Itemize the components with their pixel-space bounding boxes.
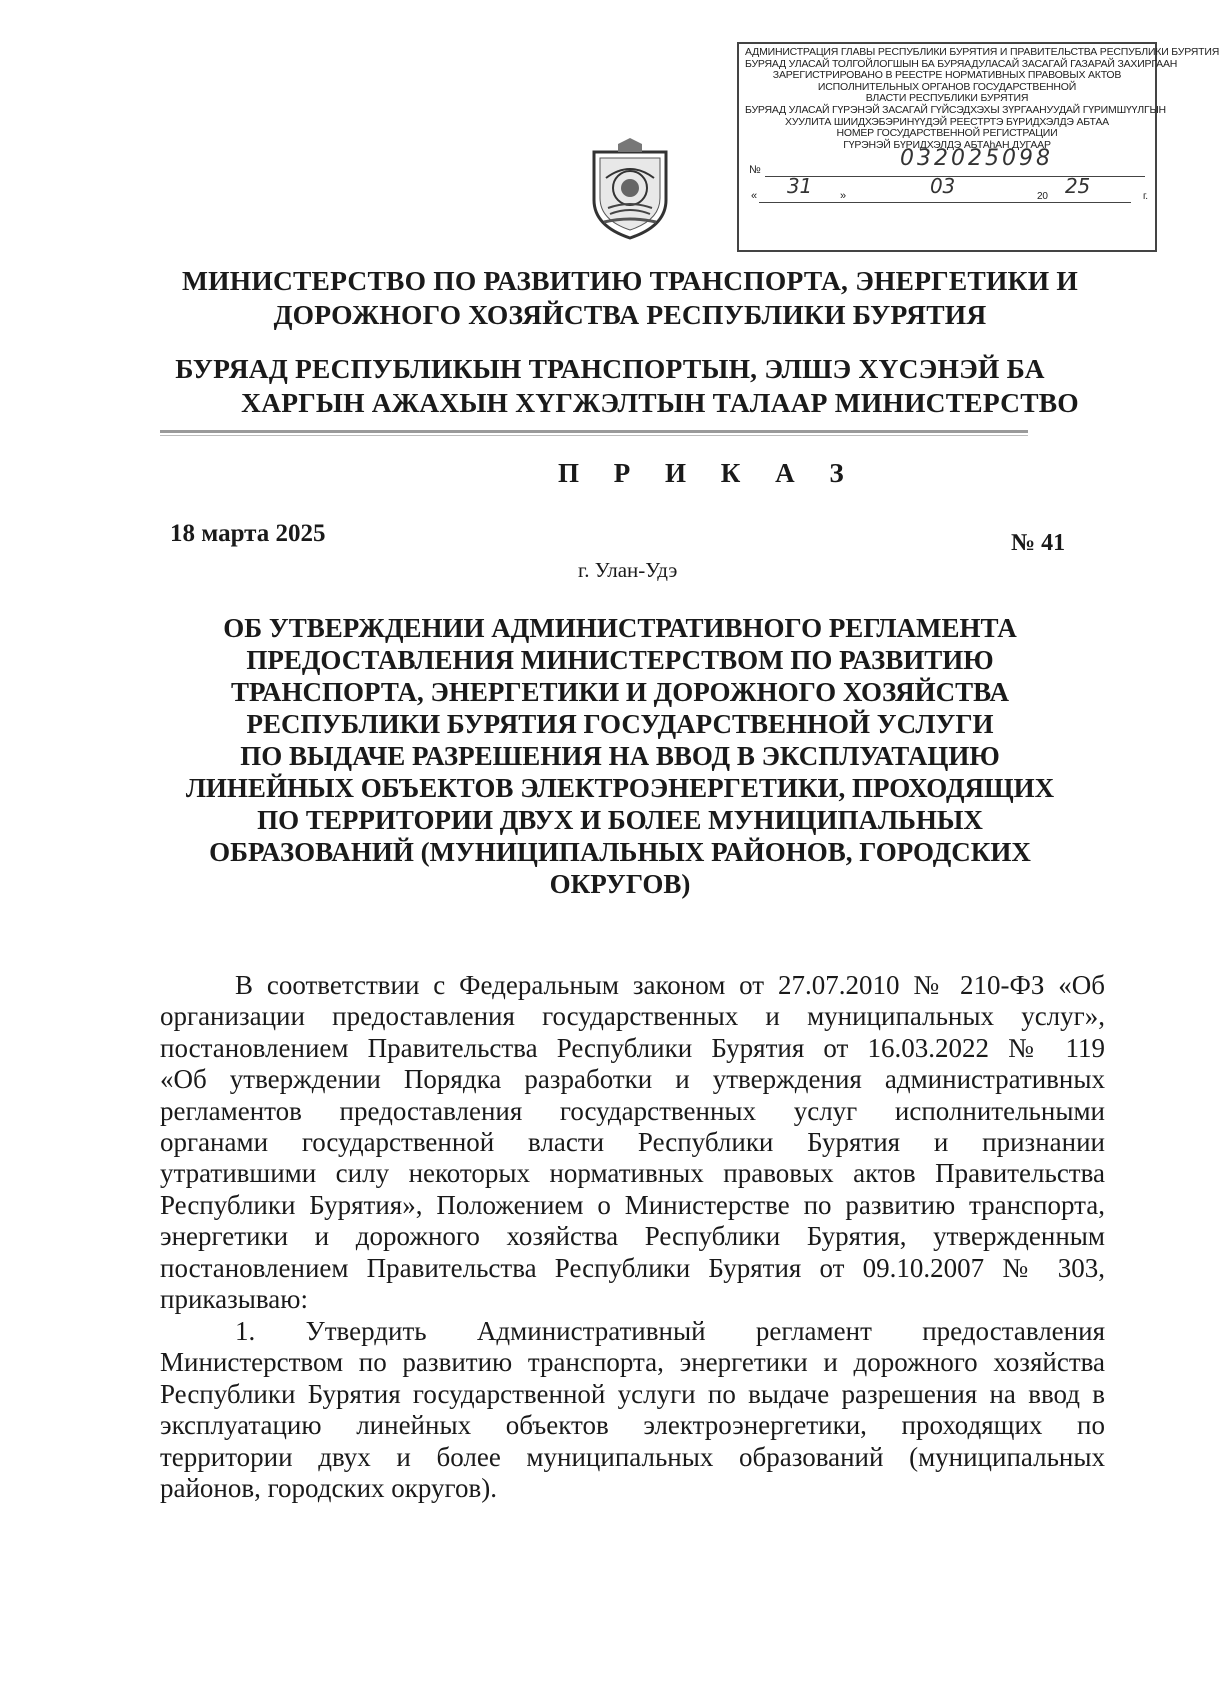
title-line: ЛИНЕЙНЫХ ОБЪЕКТОВ ЭЛЕКТРОЭНЕРГЕТИКИ, ПРОХОДЯЩИХ [185,773,1055,803]
title-line: ТРАНСПОРТА, ЭНЕРГЕТИКИ И ДОРОЖНОГО ХОЗЯЙСТВА [231,677,1009,707]
stamp-line: БУРЯАД УЛАСАЙ ГҮРЭНЭЙ ЗАСАГАЙ ГҮЙСЭДХЭХЫ ЗҮРГААНУУДАЙ ГҮРИМШҮҮЛГЫН [745,103,1166,116]
stamp-line: АДМИНИСТРАЦИЯ ГЛАВЫ РЕСПУБЛИКИ БУРЯТИЯ И ПРАВИТЕЛЬСТВА РЕСПУБЛИКИ БУРЯТИЯ [745,46,1220,58]
ministry-name-line: ХАРГЫН АЖАХЫН ХҮГЖЭЛТЫН ТАЛААР МИНИСТЕРСТВО [241,387,1079,418]
stamp-day: 31 [787,174,813,199]
stamp-quote-open: « [751,190,757,203]
body-line: приказываю: [160,1284,308,1315]
body-line: организации предоставления государственных и муниципальных услуг», [160,1001,1105,1032]
document-city: г. Улан-Удэ [578,558,678,582]
stamp-number-label: № [749,164,761,177]
item-1-paragraph [160,1316,1105,1504]
stamp-line: ВЛАСТИ РЕСПУБЛИКИ БУРЯТИЯ [865,92,1029,105]
ministry-name-line: МИНИСТЕРСТВО ПО РАЗВИТИЮ ТРАНСПОРТА, ЭНЕРГЕТИКИ И [182,265,1078,296]
stamp-month: 03 [930,174,956,199]
body-line: энергетики и дорожного хозяйства Республики Бурятия, утвержденным [160,1221,1105,1252]
document-date: 18 марта 2025 [170,520,326,547]
header-divider-thin [160,435,1028,436]
stamp-century: 20 [1037,191,1048,203]
ministry-name-line: БУРЯАД РЕСПУБЛИКЫН ТРАНСПОРТЫН, ЭЛШЭ ХҮСЭНЭЙ БА [175,353,1045,384]
title-line: ПРЕДОСТАВЛЕНИЯ МИНИСТЕРСТВОМ ПО РАЗВИТИЮ [246,645,994,675]
coat-of-arms-emblem [588,138,672,242]
body-line: территории двух и более муниципальных образований (муниципальных [160,1441,1105,1472]
stamp-date-underline [759,202,1131,203]
body-line: «Об утверждении Порядка разработки и утверждения административных [160,1064,1105,1095]
ministry-name-buryat [30,352,1230,420]
body-line: постановлением Правительства Республики Бурятия от 09.10.2007 № 303, [160,1252,1105,1283]
preamble-paragraph [160,970,1105,1315]
title-line: ПО ТЕРРИТОРИИ ДВУХ И БОЛЕЕ МУНИЦИПАЛЬНЫХ [257,805,983,835]
header-divider [160,430,1028,433]
document-number: № 41 [1011,530,1066,556]
ministry-name-russian [30,264,1230,332]
stamp-line: ГҮРЭНЭЙ БҮРИДХЭЛДЭ АБТАһАН ДУГААР [843,138,1051,151]
registration-stamp [737,42,1220,252]
stamp-registration-number: 032025098 [900,146,1053,172]
body-line: районов, городских округов). [160,1473,497,1504]
stamp-quote-close: » [840,190,846,203]
stamp-line: ХУУЛИТА ШИИДХЭБЭРИНҮҮДЭЙ РЕЕСТРТЭ БҮРИДХЭЛДЭ АБТАА [785,115,1109,128]
title-line: ПО ВЫДАЧЕ РАЗРЕШЕНИЯ НА ВВОД В ЭКСПЛУАТАЦИЮ [240,741,1000,771]
title-line: РЕСПУБЛИКИ БУРЯТИЯ ГОСУДАРСТВЕННОЙ УСЛУГИ [246,709,994,739]
title-line: ОБ УТВЕРЖДЕНИИ АДМИНИСТРАТИВНОГО РЕГЛАМЕНТА [223,613,1017,643]
body-line: постановлением Правительства Республики Бурятия от 16.03.2022 № 119 [160,1032,1105,1063]
document-type: П Р И К А З [558,458,858,488]
ministry-name-line: ДОРОЖНОГО ХОЗЯЙСТВА РЕСПУБЛИКИ БУРЯТИЯ [273,299,987,330]
body-line: В соответствии с Федеральным законом от 27.07.2010 № 210-ФЗ «Об [235,970,1105,1000]
stamp-line: ЗАРЕГИСТРИРОВАНО В РЕЕСТРЕ НОРМАТИВНЫХ ПРАВОВЫХ АКТОВ [772,69,1122,82]
stamp-date-row [745,174,1149,205]
title-line: ОКРУГОВ) [549,869,691,899]
body-line: регламентов предоставления государственных услуг исполнительными [160,1095,1105,1126]
body-line: Республики Бурятия государственной услуги по выдаче разрешения на ввод в [160,1378,1105,1409]
body-line: утратившими силу некоторых нормативных правовых актов Правительства [160,1158,1105,1189]
stamp-line: БУРЯАД УЛАСАЙ ТОЛГОЙЛОГШЫН БА БУРЯАДУЛАСАЙ ЗАСАГАЙ ГАЗАРАЙ ЗАХИРГААН [745,57,1178,70]
body-line: Министерством по развитию транспорта, энергетики и дорожного хозяйства [160,1347,1105,1378]
body-line: органами государственной власти Республики Бурятия и признании [160,1127,1105,1158]
stamp-year: 25 [1065,174,1091,199]
stamp-line: ИСПОЛНИТЕЛЬНЫХ ОРГАНОВ ГОСУДАРСТВЕННОЙ [817,80,1077,93]
stamp-line: НОМЕР ГОСУДАРСТВЕННОЙ РЕГИСТРАЦИИ [836,127,1058,140]
body-line: 1. Утвердить Административный регламент предоставления [235,1316,1105,1346]
document-title [150,612,1090,900]
stamp-year-suffix: г. [1143,191,1148,203]
title-line: ОБРАЗОВАНИЙ (МУНИЦИПАЛЬНЫХ РАЙОНОВ, ГОРОДСКИХ [209,837,1031,867]
body-line: эксплуатацию линейных объектов электроэнергетики, проходящих по [160,1410,1105,1441]
body-line: Республики Бурятия», Положением о Министерстве по развитию транспорта, [160,1189,1105,1220]
